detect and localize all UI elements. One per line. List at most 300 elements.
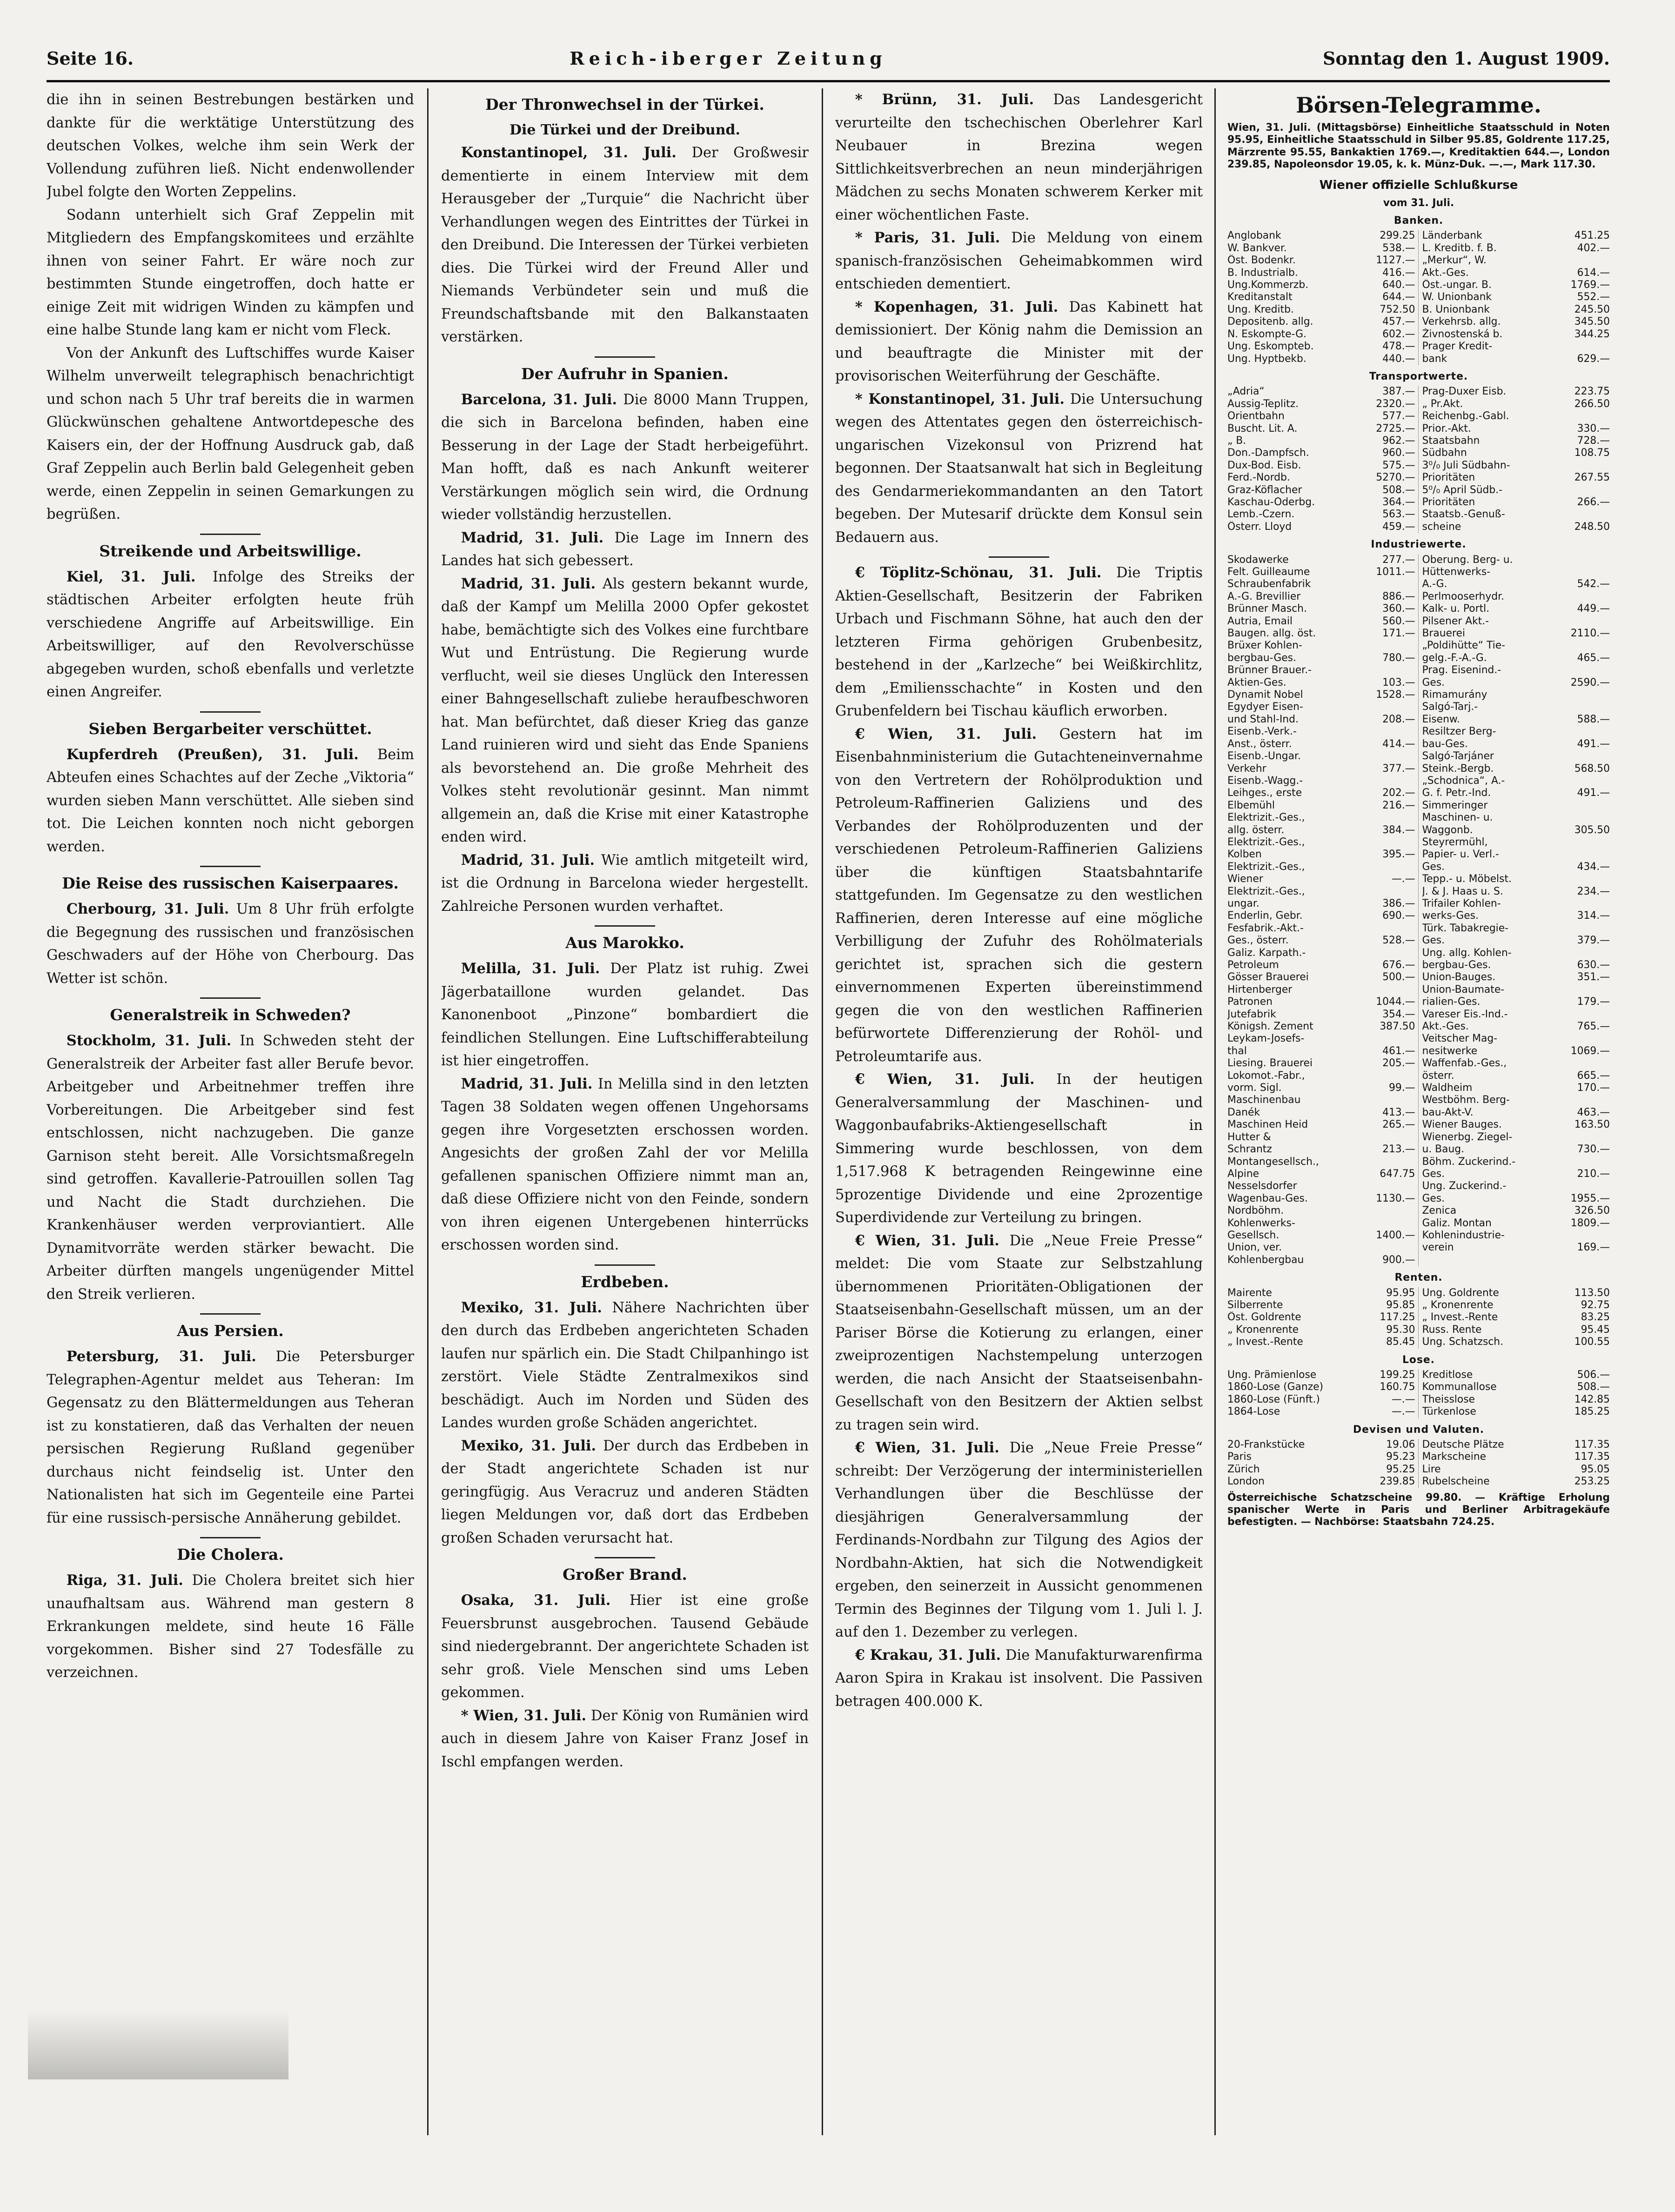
quote-row (1422, 996, 1610, 1008)
quote-row (1227, 316, 1415, 328)
headline-russian-emperor: Die Reise des russischen Kaiserpaares. (62, 874, 399, 892)
section-title: Devisen und Valuten. (1353, 1423, 1485, 1436)
quote-name: Dux-Bod. Eisb. (1227, 459, 1301, 471)
dateline: € Krakau, 31. Juli. (855, 1646, 1001, 1664)
quote-name: Galiz. Karpath.- (1227, 947, 1306, 959)
quote-name: Wiener (1227, 873, 1263, 885)
quote-name: „Schodnica“, A.- (1422, 775, 1505, 787)
quote-name: Rubelscheine (1422, 1476, 1490, 1488)
quote-value: 508.— (1382, 484, 1415, 496)
news-text: Der König von Rumänien wird auch in diesem Jahre von Kaiser Franz Josef in Ischl empfangen werden. (441, 1707, 809, 1770)
quote-name: Skodawerke (1227, 554, 1289, 566)
quote-row (1422, 1070, 1610, 1082)
article-separator (200, 866, 261, 867)
quote-value: 267.55 (1574, 472, 1610, 484)
quote-value (1539, 701, 1610, 713)
quote-row (1422, 787, 1610, 799)
news-item (835, 1068, 1203, 1230)
quote-row (1422, 689, 1610, 701)
quote-value: 1130.— (1376, 1192, 1415, 1204)
quote-row (1422, 714, 1610, 726)
quote-value: 384.— (1382, 824, 1415, 836)
quote-row (1422, 763, 1610, 775)
masthead-rule (47, 80, 1610, 82)
quote-name: Russ. Rente (1422, 1323, 1482, 1336)
quote-name: Ung. Schatzsch. (1422, 1336, 1504, 1348)
quote-name: Elektrizit.-Ges., (1227, 885, 1305, 897)
quote-value: 500.— (1382, 971, 1415, 983)
quote-row (1227, 603, 1415, 615)
quote-value (1344, 701, 1415, 713)
quote-row (1422, 1082, 1610, 1094)
quote-name: österr. (1422, 1069, 1454, 1082)
quote-name: Elektrizit.-Ges., (1227, 861, 1305, 873)
devisen-left (1227, 1439, 1418, 1488)
quote-table (1227, 1439, 1415, 1488)
quote-value: 588.— (1577, 713, 1610, 725)
quote-name: W. Unionbank (1422, 291, 1492, 303)
quote-row (1227, 664, 1415, 676)
news-item (835, 296, 1203, 388)
quote-name: Schrantz (1227, 1143, 1272, 1156)
quote-row (1422, 603, 1610, 615)
quote-row (1227, 423, 1415, 435)
quote-value: 266.— (1577, 496, 1610, 508)
quote-name: B. Industrialb. (1227, 267, 1298, 279)
quote-name: Königsh. Zement (1227, 1021, 1313, 1033)
quote-row (1227, 1324, 1415, 1336)
quote-value (1539, 460, 1610, 472)
quote-name: Zürich (1227, 1463, 1260, 1475)
page-frame (47, 42, 1610, 2177)
quote-value: 100.55 (1574, 1336, 1610, 1348)
quote-value (1539, 898, 1610, 910)
quote-value (1539, 1131, 1610, 1143)
masthead (47, 42, 1610, 74)
dateline: Melilla, 31. Juli. (461, 960, 600, 977)
quote-row (1227, 578, 1415, 590)
quote-value (1539, 410, 1610, 422)
quote-value: 491.— (1577, 787, 1610, 799)
quote-name: Pilsener Akt.- (1422, 615, 1489, 627)
quote-value (1344, 1205, 1415, 1217)
quote-name: Lire (1422, 1463, 1441, 1475)
quote-value: 169.— (1577, 1242, 1610, 1254)
dateline: * Kopenhagen, 31. Juli. (855, 298, 1059, 315)
lose-table (1227, 1369, 1610, 1418)
quote-row (1227, 291, 1415, 303)
quote-value: 387.— (1382, 386, 1415, 398)
transport-table (1227, 386, 1610, 533)
quote-row (1422, 242, 1610, 254)
quote-name: Anst., österr. (1227, 738, 1292, 750)
quote-row (1227, 824, 1415, 836)
quote-name: nesitwerke (1422, 1045, 1478, 1057)
quote-name: Kreditanstalt (1227, 291, 1293, 303)
quote-row (1422, 947, 1610, 959)
quote-name: Perlmooserhydr. (1422, 590, 1504, 602)
quote-row (1422, 484, 1610, 496)
news-item (441, 527, 809, 573)
quote-name: u. Baug. (1422, 1143, 1465, 1156)
quote-row (1227, 812, 1415, 824)
quote-value: 506.— (1577, 1369, 1610, 1381)
article-separator (989, 556, 1049, 558)
quote-value (1539, 849, 1610, 861)
quote-row (1227, 1131, 1415, 1143)
quote-row (1422, 959, 1610, 971)
quote-row (1422, 615, 1610, 628)
quote-name: Salgó-Tarjáner (1422, 750, 1494, 762)
quote-value: 344.25 (1574, 328, 1610, 340)
quote-name: Staatsbahn (1422, 434, 1480, 447)
quote-name: Živnostenská b. (1422, 328, 1503, 340)
quote-name: Waffenfab.-Ges., (1422, 1057, 1507, 1069)
quote-row (1227, 1381, 1415, 1393)
quote-row (1227, 935, 1415, 947)
quote-row (1422, 1205, 1610, 1217)
quote-value: 665.— (1577, 1069, 1610, 1082)
news-item (835, 1644, 1203, 1713)
quote-name: Maschinenbau (1227, 1094, 1301, 1106)
quote-value: 299.25 (1380, 230, 1415, 242)
quote-row (1227, 496, 1415, 508)
quote-name: Ges. (1422, 861, 1445, 873)
quote-name: Kohlenbergbau (1227, 1254, 1304, 1266)
quote-value: 377.— (1382, 762, 1415, 775)
quote-value: 95.23 (1386, 1451, 1415, 1463)
quote-row (1227, 800, 1415, 812)
quote-row (1422, 1336, 1610, 1348)
quote-name: Steyrermühl, (1422, 836, 1488, 848)
quote-value: 900.— (1382, 1254, 1415, 1266)
quote-name: Mairente (1227, 1287, 1272, 1299)
quote-name: G. f. Petr.-Ind. (1422, 787, 1491, 799)
quote-value: 577.— (1382, 410, 1415, 422)
quote-value (1539, 1057, 1610, 1069)
quote-name: Böhm. Zuckerind.- (1422, 1156, 1516, 1168)
quote-row (1227, 849, 1415, 861)
quote-row (1227, 398, 1415, 410)
quote-row (1422, 800, 1610, 812)
quote-value: 434.— (1577, 861, 1610, 873)
dateline: Cherbourg, 31. Juli. (66, 901, 229, 917)
quote-value: 202.— (1382, 787, 1415, 799)
quote-value: 1528.— (1376, 689, 1415, 701)
quote-row (1227, 508, 1415, 521)
quote-value (1539, 922, 1610, 935)
quote-name: bergbau-Ges. (1422, 959, 1491, 971)
quote-name: Ung. allg. Kohlen- (1422, 947, 1512, 959)
quote-value: 416.— (1382, 267, 1415, 279)
quote-row (1422, 677, 1610, 689)
quote-value: 210.— (1577, 1168, 1610, 1180)
news-item (441, 1073, 809, 1257)
quote-name: 3⁰/₀ Juli Südbahn- (1422, 459, 1510, 471)
quote-name: Enderlin, Gebr. (1227, 910, 1303, 922)
quote-name: N. Eskompte-G. (1227, 328, 1306, 340)
dateline: € Wien, 31. Juli. (855, 1232, 999, 1249)
quote-value: 960.— (1382, 447, 1415, 459)
dateline: * Konstantinopel, 31. Juli. (855, 390, 1065, 408)
quote-value: 351.— (1577, 971, 1610, 983)
quote-name: Südbahn (1422, 447, 1467, 459)
quote-value (1539, 689, 1610, 701)
quote-name: „ Kronenrente (1227, 1323, 1299, 1336)
quote-row (1227, 341, 1415, 353)
quote-name: Ung. Zuckerind.- (1422, 1180, 1507, 1192)
quote-row (1422, 291, 1610, 303)
quote-row (1422, 1143, 1610, 1156)
quote-value (1344, 1217, 1415, 1230)
quote-name: bau-Akt-V. (1422, 1106, 1474, 1118)
quote-value: 364.— (1382, 496, 1415, 508)
quote-row (1422, 496, 1610, 508)
quote-row (1227, 1242, 1415, 1254)
quote-value: 305.50 (1574, 824, 1610, 836)
quote-row (1227, 591, 1415, 603)
quote-row (1227, 726, 1415, 738)
quote-value: 199.25 (1380, 1369, 1415, 1381)
quote-value: 1127.— (1376, 254, 1415, 267)
quote-value: 171.— (1382, 628, 1415, 640)
quote-value (1344, 750, 1415, 762)
quote-row (1422, 1033, 1610, 1045)
quote-name: Ges. (1422, 1168, 1445, 1180)
news-text: Der Großwesir dementierte in einem Interview mit dem Herausgeber der „Turquie“ die Nachricht über Verhandlungen wegen des Eintrittes der Türkei in den Dreibund. Die Interessen der Türkei verbieten dies. Die Türkei wird der Freund Aller und Niemands Verbündeter sein und muß die Freundschaftsbande mit den Balkanstaaten verstärken. (441, 145, 809, 345)
quote-name: Nordböhm. (1227, 1205, 1284, 1217)
quote-name: Steink.-Bergb. (1422, 762, 1494, 775)
quote-row (1422, 726, 1610, 738)
dateline: Madrid, 31. Juli. (461, 575, 596, 592)
quote-row (1422, 1369, 1610, 1381)
quote-value (1344, 984, 1415, 996)
quote-name: 20-Frankstücke (1227, 1439, 1305, 1451)
headline-spain: Der Aufruhr in Spanien. (521, 364, 729, 383)
quote-name: Eisenb.-Verk.- (1227, 726, 1297, 738)
quote-row (1227, 554, 1415, 566)
quote-value: 379.— (1577, 935, 1610, 947)
quote-row (1227, 328, 1415, 341)
quote-row (1422, 1287, 1610, 1299)
quote-name: Staatsb.-Genuß- (1422, 508, 1505, 521)
news-item (441, 1704, 809, 1774)
quote-row (1422, 1009, 1610, 1021)
quote-row (1422, 410, 1610, 422)
quote-value: 1044.— (1376, 996, 1415, 1008)
quote-value: 962.— (1382, 434, 1415, 447)
quote-name: bergbau-Ges. (1227, 652, 1296, 664)
renten-table (1227, 1287, 1610, 1349)
quote-name: Ung. Eskompteb. (1227, 341, 1314, 353)
quote-value: 387.50 (1380, 1021, 1415, 1033)
quote-value: 330.— (1577, 422, 1610, 434)
quote-row (1422, 1299, 1610, 1311)
quote-value: 216.— (1382, 799, 1415, 811)
quote-value: 765.— (1577, 1021, 1610, 1033)
news-text: Die Untersuchung wegen des Attentates gegen den österreichisch-ungarischen Vizekonsul von Prizrend hat begonnen. Der Staatsanwalt hat sich in Begleitung des Gendarmeriekommandanten an den Tatort begeben. Der Mutesarif drückte dem Konsul sein Bedauern aus. (835, 391, 1203, 546)
news-item (441, 849, 809, 918)
quote-name: Ges., österr. (1227, 935, 1289, 947)
quote-row (1422, 984, 1610, 996)
headline-cholera: Die Cholera. (177, 1545, 284, 1564)
news-item (47, 743, 414, 859)
quote-name: Alpine (1227, 1168, 1260, 1180)
quote-name: Ung. Prämienlose (1227, 1369, 1317, 1381)
news-text: Die „Neue Freie Presse“ meldet: Die vom Staate zur Selbstzahlung übernommenen Prioritäten-Obligationen der Staatseisenbahn-Gesellschaft müssen, um an der Pariser Börse die Kotierung zu erlangen, einer zweiprozentigen Nachstempelung unterzogen werden, die nach Ansicht der Staatseisenbahn-Gesellschaft von den Besitzern der Aktien selbst zu tragen sein wird. (835, 1232, 1203, 1433)
quote-name: Galiz. Montan (1422, 1217, 1492, 1229)
quote-value (1539, 800, 1610, 812)
dateline: € Töplitz-Schönau, 31. Juli. (855, 564, 1102, 581)
quote-row (1227, 1311, 1415, 1323)
quote-value: 163.50 (1574, 1119, 1610, 1131)
quote-value (1344, 861, 1415, 873)
dateline: Barcelona, 31. Juli. (461, 391, 617, 408)
quote-value: 2110.— (1570, 628, 1610, 640)
news-text: Die Manufakturwarenfirma Aaron Spira in Krakau ist insolvent. Die Passiven betragen 400.000 K. (835, 1647, 1203, 1710)
quote-name: Hüttenwerks- (1422, 566, 1491, 578)
quote-value: 690.— (1382, 910, 1415, 922)
quote-value: 568.50 (1574, 762, 1610, 775)
quote-row (1227, 1394, 1415, 1406)
news-text: Als gestern bekannt wurde, daß der Kampf um Melilla 2000 Opfer gekostet habe, bemächtigte sich des Volkes eine furchtbare Wut und Entrüstung. Die Regierung wurde verflucht, weil sie dieses Unglück den Interessen einer Bahngesellschaft zuliebe heraufbeschworen hat. Man befürchtet, daß dieser Krieg das ganze Land ruinieren wird und sieht das Ende Spaniens als bevorstehend an. Die große Mehrheit des Volkes steht revolutionär gesinnt. Man nimmt allgemein an, daß die Krise mit einer Katastrophe enden wird. (441, 575, 809, 845)
quote-row (1227, 873, 1415, 885)
quote-name: verein (1422, 1242, 1454, 1254)
dateline: * Wien, 31. Juli. (461, 1707, 587, 1724)
quote-name: Union, ver. (1227, 1242, 1282, 1254)
dateline: € Wien, 31. Juli. (855, 1071, 1035, 1088)
quote-value (1344, 886, 1415, 898)
quote-name: Lemb.-Czern. (1227, 508, 1295, 521)
quote-row (1227, 353, 1415, 365)
quote-name: ungar. (1227, 897, 1260, 909)
dateline: Madrid, 31. Juli. (461, 1075, 593, 1092)
quote-row (1227, 677, 1415, 689)
quote-value: 602.— (1382, 328, 1415, 340)
news-text: Der durch das Erdbeben in der Stadt angerichtete Schaden ist nur geringfügig. Aus Veracruz und anderen Städten liegen Meldungen vor, daß dort das Erdbeben großen Schaden verursacht hat. (441, 1437, 809, 1546)
quote-value: 886.— (1382, 590, 1415, 602)
quote-value (1539, 484, 1610, 496)
quote-name: 1860-Lose (Ganze) (1227, 1381, 1324, 1393)
quote-name: Simmeringer (1422, 799, 1488, 811)
transport-right (1418, 386, 1610, 533)
quote-name: Maschinen Heid (1227, 1119, 1308, 1131)
quote-row (1422, 701, 1610, 713)
quote-row (1422, 460, 1610, 472)
dateline: Konstantinopel, 31. Juli. (461, 144, 677, 161)
quote-value: 234.— (1577, 885, 1610, 897)
news-item (47, 566, 414, 704)
news-text: Hier ist eine große Feuersbrunst ausgebrochen. Tausend Gebäude sind niedergebrannt. Der angerichtete Schaden ist sehr groß. Viele Menschen sind ums Leben gekommen. (441, 1592, 809, 1701)
quote-value: 459.— (1382, 521, 1415, 533)
news-item (441, 388, 809, 527)
quote-name: werks-Ges. (1422, 910, 1479, 922)
quote-name: Paris (1227, 1451, 1252, 1463)
quote-row (1422, 750, 1610, 762)
quote-name: Kommunallose (1422, 1381, 1497, 1393)
quote-name: Depositenb. allg. (1227, 316, 1313, 328)
quote-value: 95.85 (1386, 1299, 1415, 1311)
quote-row (1422, 1217, 1610, 1230)
quote-value (1344, 664, 1415, 676)
article-paragraph: Sodann unterhielt sich Graf Zeppelin mit Mitgliedern des Empfangskomitees und erzählte ihnen von seiner Fahrt. Er wäre noch zur bestimmten Stunde eingetroffen, doch hatte er einige Zeit mit widrigen Winden zu kämpfen und eine halbe Stunde lang kam er nicht vom Fleck. (47, 207, 414, 338)
column-divider (427, 88, 429, 2135)
quote-value: 117.35 (1574, 1439, 1610, 1451)
quote-name: Kohlenwerks- (1227, 1217, 1295, 1229)
quote-row (1227, 267, 1415, 279)
quote-row (1227, 1464, 1415, 1476)
banken-right (1418, 230, 1610, 365)
quote-row (1227, 947, 1415, 959)
quote-row (1422, 279, 1610, 291)
quote-row (1227, 242, 1415, 254)
quote-row (1422, 353, 1610, 365)
news-text: Die Lage im Innern des Landes hat sich gebessert. (441, 529, 809, 569)
quote-row (1227, 1033, 1415, 1045)
quote-value: 491.— (1577, 738, 1610, 750)
quote-name: Jutefabrik (1227, 1008, 1276, 1020)
quote-row (1227, 984, 1415, 996)
quote-name: Ges. (1422, 1192, 1445, 1204)
quote-value: 85.45 (1386, 1336, 1415, 1348)
headline-miners: Sieben Bergarbeiter verschüttet. (88, 719, 372, 738)
quote-name: Hirtenberger (1227, 983, 1293, 996)
quote-value: 92.75 (1581, 1299, 1610, 1311)
quote-row (1422, 566, 1610, 578)
quote-name: „ Kronenrente (1422, 1299, 1494, 1311)
quote-row (1422, 849, 1610, 861)
quote-value: 575.— (1382, 459, 1415, 471)
quote-row (1227, 1180, 1415, 1192)
quote-name: Leihges., erste (1227, 787, 1302, 799)
quote-value: 253.25 (1574, 1476, 1610, 1488)
quote-name: Prioritäten (1422, 496, 1475, 508)
quote-row (1422, 628, 1610, 640)
quote-value (1539, 254, 1610, 267)
news-item (835, 561, 1203, 723)
news-text: Die „Neue Freie Presse“ schreibt: Der Verzögerung der interministeriellen Verhandlungen über die Beschlüsse der diesjährigen Generalversammlung der Ferdinands-Nordbahn zur Tilgung des Agios der Nordbahn-Aktien, hat sich die Notwendigkeit ergeben, den seinerzeit in Aussicht genommenen Termin des Beginnes der Tilgung vom 1. Juli l. J. auf den 1. Dezember zu verlegen. (835, 1440, 1203, 1640)
dateline: Madrid, 31. Juli. (461, 851, 595, 869)
industrie-right (1418, 554, 1610, 1267)
article-separator (595, 356, 655, 358)
quote-row (1227, 1230, 1415, 1242)
quote-value (1344, 640, 1415, 652)
lose-left (1227, 1369, 1418, 1418)
quote-row (1227, 1336, 1415, 1348)
quote-name: Veitscher Mag- (1422, 1033, 1498, 1045)
quote-name: 1864-Lose (1227, 1406, 1280, 1418)
quote-name: Markscheine (1422, 1451, 1487, 1463)
quote-row (1227, 750, 1415, 762)
quote-value (1344, 922, 1415, 935)
quote-name: Elbemühl (1227, 799, 1275, 811)
quote-value: 108.75 (1574, 447, 1610, 459)
quote-value: 528.— (1382, 935, 1415, 947)
quote-row (1227, 1406, 1415, 1418)
quote-name: Verkehrsb. allg. (1422, 316, 1501, 328)
quote-value (1539, 1033, 1610, 1045)
news-item (47, 1569, 414, 1684)
quote-row (1227, 1156, 1415, 1168)
quote-name: Türk. Tabakregie- (1422, 922, 1509, 934)
quote-row (1422, 1381, 1610, 1393)
quote-value: 542.— (1577, 578, 1610, 590)
quote-value: —.— (1391, 1393, 1415, 1405)
quote-row (1227, 410, 1415, 422)
quote-value: 245.50 (1574, 303, 1610, 315)
quote-name: Theisslose (1422, 1393, 1475, 1405)
column-3 (835, 88, 1203, 2145)
